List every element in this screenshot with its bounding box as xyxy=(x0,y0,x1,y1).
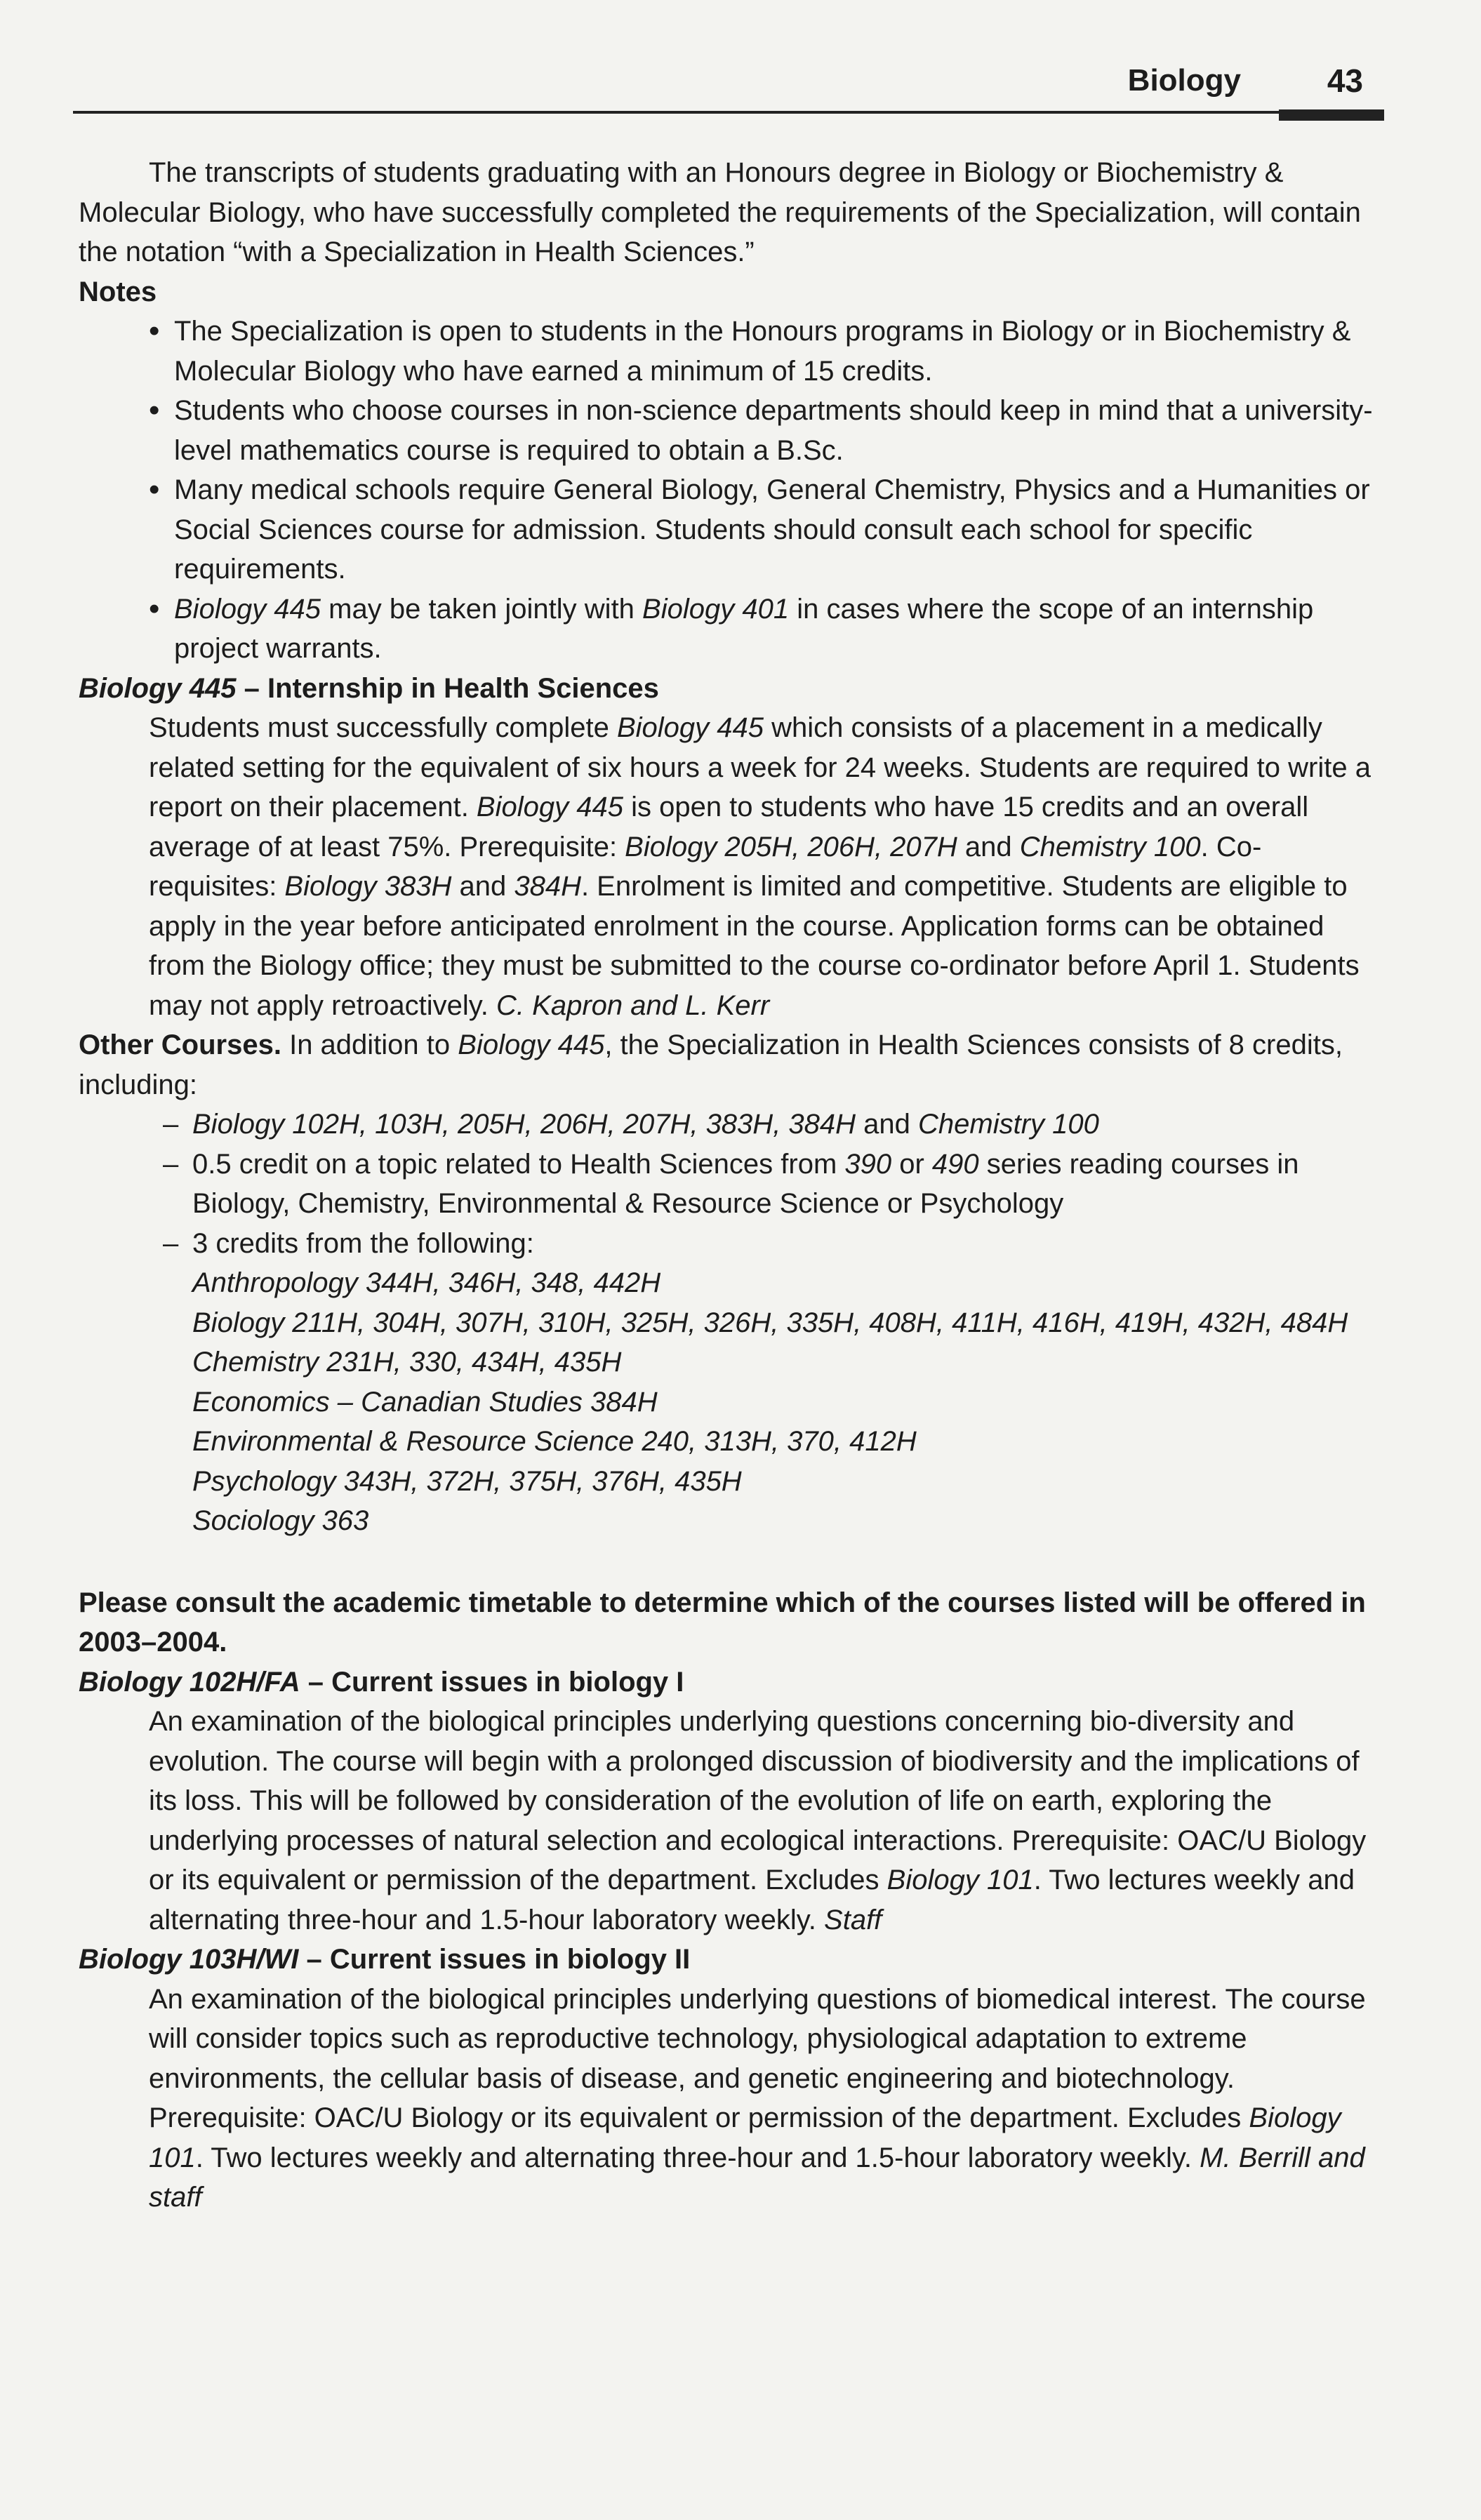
other-courses-paragraph: Other Courses. In addition to Biology 445, the Specialization in Health Sciences consists of 8 credits, including: xyxy=(79,1029,1343,1100)
list-item: Biology 211H, 304H, 307H, 310H, 325H, 326H, 335H, 408H, 411H, 416H, 419H, 432H, 484H xyxy=(192,1307,1348,1338)
course-description-bio445: Students must successfully complete Biology 445 which consists of a placement in a medically related setting for the equivalent of six hours a week for 24 weeks. Students are required to write a report on their placement. Biology 445 is open to students who have 15 credits and an overall average of at least 75%. Prerequisite: Biology 205H, 206H, 207H and Chemistry 100. Co-requisites: Biology 383H and 384H. Enrolment is limited and competitive. Students are eligible to apply in the year before anticipated enrolment in the course. Application forms can be obtained from the Biology office; they must be submitted to the course co-ordinator before April 1. Students may not apply retroactively. C. Kapron and L. Kerr xyxy=(149,712,1371,1021)
course-description-bio102: An examination of the biological principles underlying questions concerning bio-diversity and evolution. The course will begin with a prolonged discussion of biodiversity and the implications of its loss. This will be followed by consideration of the evolution of life on earth, exploring the underlying processes of natural selection and ecological interactions. Prerequisite: OAC/U Biology or its equivalent or permission of the department. Excludes Biology 101. Two lectures weekly and alternating three-hour and 1.5-hour laboratory weekly. Staff xyxy=(149,1706,1367,1935)
course-ref: Biology 401 xyxy=(642,593,790,625)
course-heading-bio102 xyxy=(79,1662,1377,1702)
list-item xyxy=(149,312,1377,391)
list-item: – 3 credits from the following: xyxy=(163,1224,1377,1264)
other-courses-heading: Other Courses. xyxy=(79,1029,281,1060)
instructors: M. Berrill and staff xyxy=(149,2142,1365,2213)
note-text: may be taken jointly with xyxy=(321,593,643,625)
list-item: Economics – Canadian Studies 384H xyxy=(192,1386,658,1418)
page-number: 43 xyxy=(1327,62,1363,99)
course-ref: Biology 445 xyxy=(174,593,321,625)
note-text: in cases where the scope of an internship project warrants. xyxy=(174,593,1314,664)
list-item: Anthropology 344H, 346H, 348, 442H xyxy=(192,1267,661,1298)
course-title: – Current issues in biology I xyxy=(300,1666,684,1698)
list-item: – Biology 102H, 103H, 205H, 206H, 207H, 383H, 384H and Chemistry 100 xyxy=(163,1105,1377,1145)
elective-course-list xyxy=(79,1263,1377,1541)
list-item: Psychology 343H, 372H, 375H, 376H, 435H xyxy=(192,1465,742,1497)
note-text: The Specialization is open to students in the Honours programs in Biology or in Biochemistry & Molecular Biology who have earned a minimum of 15 credits. xyxy=(174,316,1351,387)
intro-paragraph: The transcripts of students graduating with an Honours degree in Biology or Biochemistry & Molecular Biology, who have successfully completed the requirements of the Specialization, will contain the notation “with a Specialization in Health Sciences.” xyxy=(79,157,1361,267)
course-title: – Internship in Health Sciences xyxy=(236,672,659,704)
course-title: – Current issues in biology II xyxy=(298,1944,691,1975)
course-heading-bio103 xyxy=(79,1940,1377,1980)
notes-list xyxy=(79,312,1377,669)
page-content xyxy=(79,153,1377,2218)
list-item: Chemistry 231H, 330, 434H, 435H xyxy=(192,1347,622,1378)
header-rule xyxy=(73,111,1384,114)
course-code: Biology 102H/FA xyxy=(79,1666,300,1698)
requirements-list xyxy=(79,1105,1377,1263)
instructors: Staff xyxy=(824,1904,882,1935)
list-item: Environmental & Resource Science 240, 313H, 370, 412H xyxy=(192,1426,917,1457)
instructors: C. Kapron and L. Kerr xyxy=(496,989,770,1021)
course-description-bio103: An examination of the biological principles underlying questions of biomedical interest. The course will consider topics such as reproductive technology, physiological adaptation to extreme environments, the cellular basis of disease, and genetic engineering and biotechnology. Prerequisite: OAC/U Biology or its equivalent or permission of the department. Excludes Biology 101. Two lectures weekly and alternating three-hour and 1.5-hour laboratory weekly. M. Berrill and staff xyxy=(149,1983,1366,2213)
list-item xyxy=(149,391,1377,470)
note-text: Many medical schools require General Biology, General Chemistry, Physics and a Humanities or Social Sciences course for admission. Students should consult each school for specific requirements. xyxy=(174,474,1370,585)
course-heading-bio445 xyxy=(79,669,1377,709)
course-code: Biology 445 xyxy=(79,672,237,704)
header-rule-tab xyxy=(1279,109,1384,121)
list-item: Sociology 363 xyxy=(192,1505,369,1536)
course-code: Biology 103H/WI xyxy=(79,1944,299,1975)
list-item xyxy=(149,589,1377,669)
notes-heading: Notes xyxy=(79,276,157,307)
list-item xyxy=(149,470,1377,589)
section-title: Biology xyxy=(1127,63,1241,98)
list-item: – 0.5 credit on a topic related to Health Sciences from 390 or 490 series reading courses in Biology, Chemistry, Environmental & Resource Science or Psychology xyxy=(163,1145,1377,1224)
timetable-notice: Please consult the academic timetable to determine which of the courses listed will be offered in 2003–2004. xyxy=(79,1587,1366,1658)
note-text: Students who choose courses in non-science departments should keep in mind that a university-level mathematics course is required to obtain a B.Sc. xyxy=(174,395,1373,466)
